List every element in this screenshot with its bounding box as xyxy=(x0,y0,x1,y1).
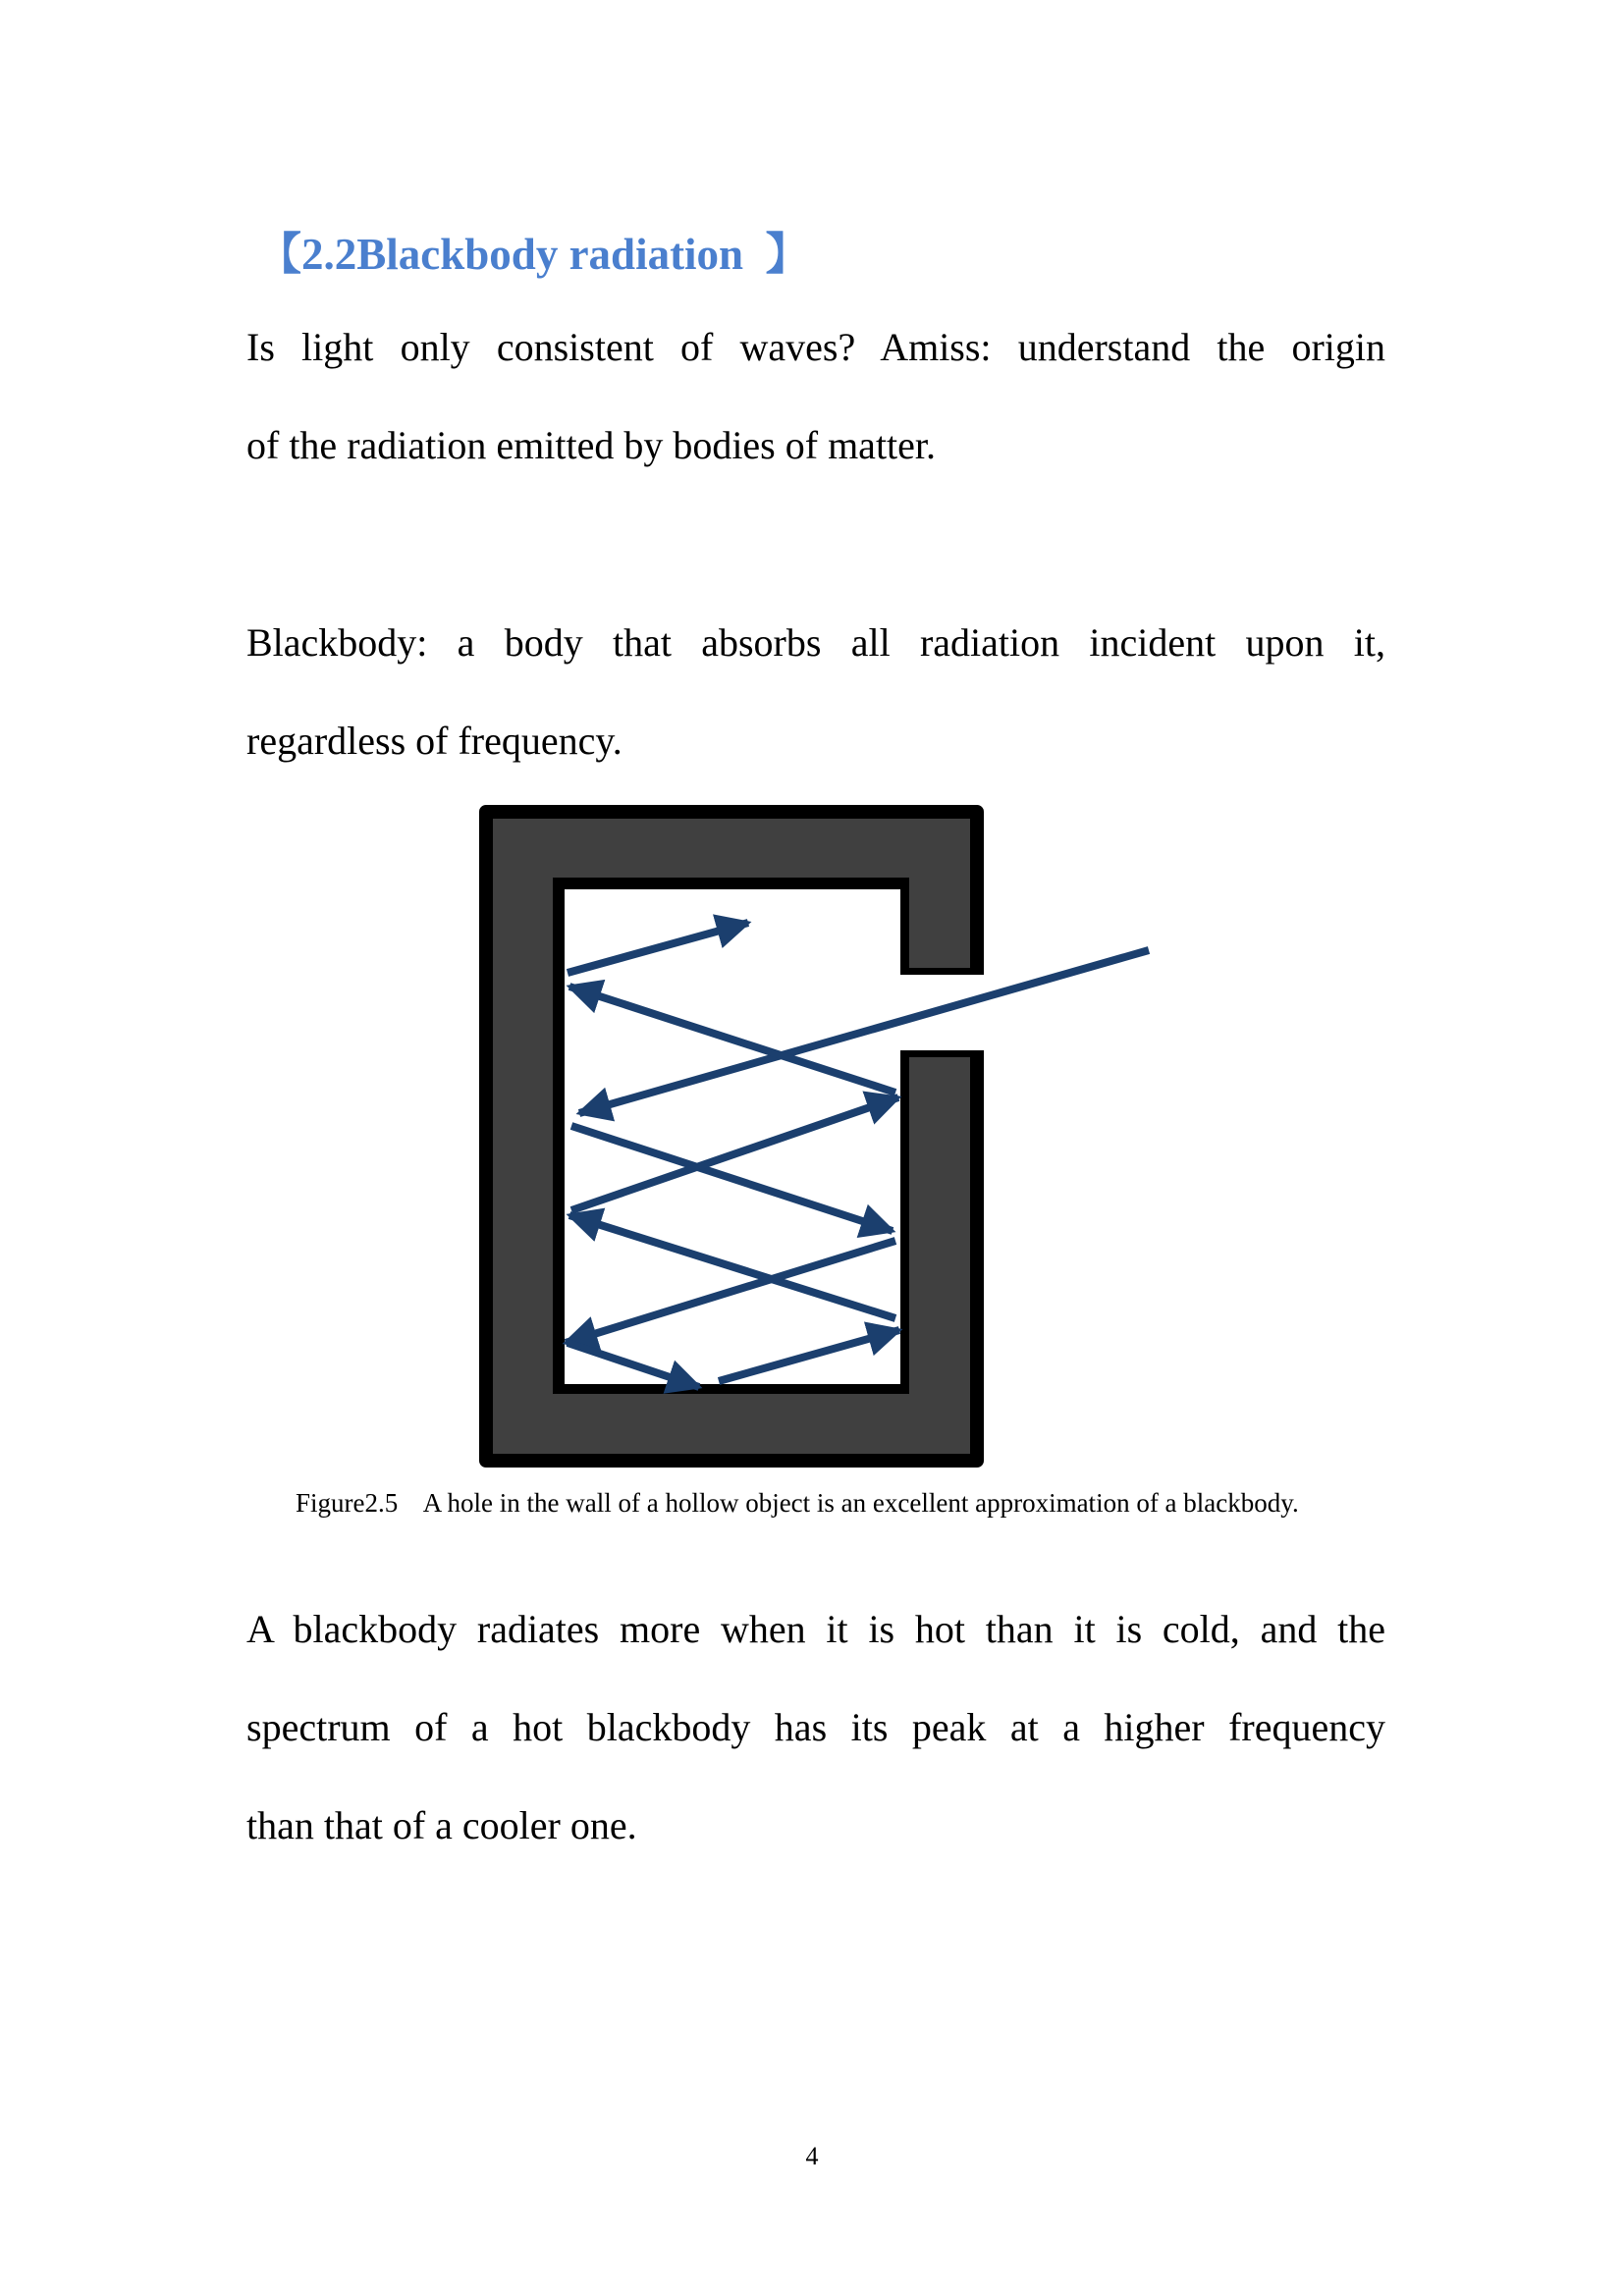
page-number: 4 xyxy=(805,2142,819,2170)
text-line: of the radiation emitted by bodies of matter. xyxy=(246,423,937,467)
section-heading: 【2.2Blackbody radiation 】 xyxy=(257,230,810,279)
figure-caption: Figure2.5 A hole in the wall of a hollow object is an excellent approximation of a blackbody. xyxy=(296,1488,1299,1518)
text-line: A blackbody radiates more when it is hot than it is cold, and the xyxy=(246,1607,1385,1651)
text-line: Blackbody: a body that absorbs all radiation incident upon it, xyxy=(246,620,1385,665)
text-line: than that of a cooler one. xyxy=(246,1803,637,1847)
text-line: spectrum of a hot blackbody has its peak at a higher frequency xyxy=(246,1705,1385,1749)
blackbody-cavity-figure xyxy=(471,795,1178,1482)
paragraph-blackbody-definition xyxy=(246,594,1385,790)
text-line: Is light only consistent of waves? Amiss: understand the origin xyxy=(246,325,1385,369)
paragraph-blackbody-spectrum xyxy=(246,1580,1385,1875)
text-line: regardless of frequency. xyxy=(246,719,623,763)
paragraph-light-waves xyxy=(246,298,1385,495)
